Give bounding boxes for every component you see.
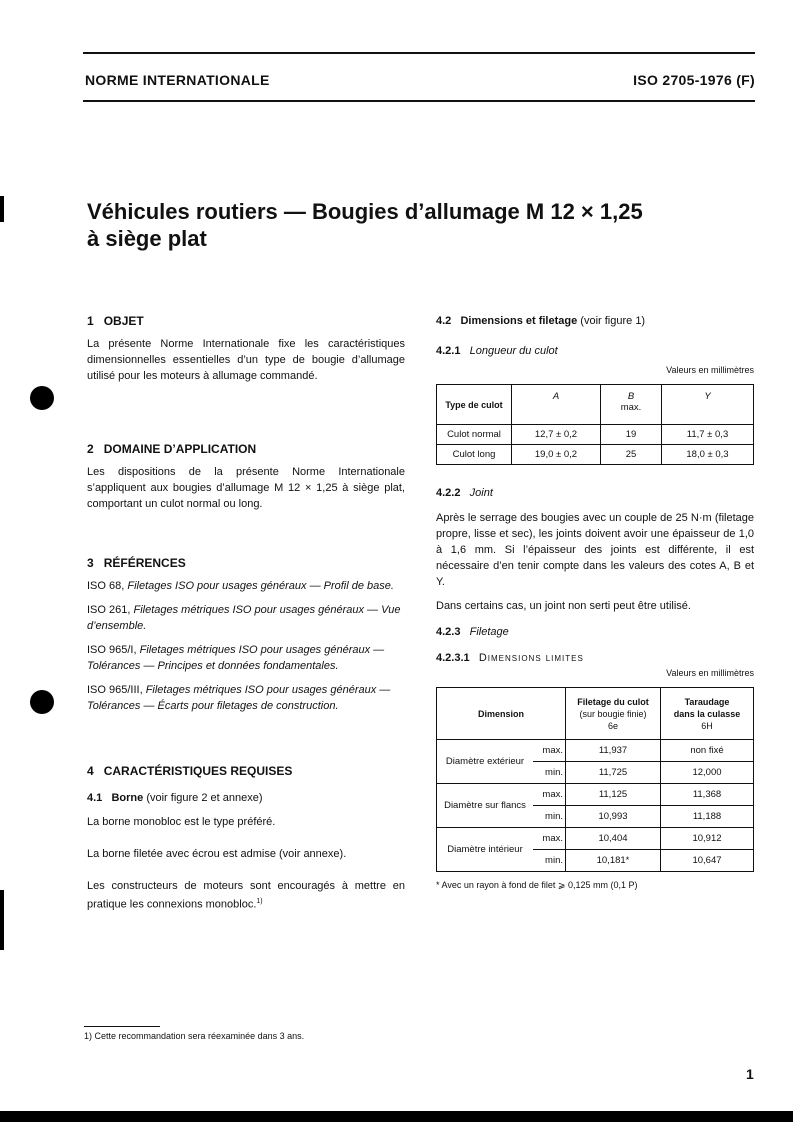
subsection-4-2-3-number: 4.2.3 <box>436 626 461 638</box>
subsection-4-2-3-title: Filetage <box>469 626 509 638</box>
cell-y: 11,7 ± 0,3 <box>662 425 754 445</box>
cell-taraudage: 10,647 <box>661 850 754 872</box>
cell-a: 19,0 ± 0,2 <box>512 445 601 465</box>
joint-paragraph-1: Après le serrage des bougies avec un couple de 25 N·m (filetage propre, lisse et sec), les joints doivent avoir une épaisseur de 1,0 à 1,6 mm. Si l’épaisseur des joints est différente, il est nécessaire d’en tenir compte dans les valeurs des cotes A, B et Y. <box>436 512 754 588</box>
reference-iso-965-1 <box>87 642 405 674</box>
cell-limit: min. <box>533 762 566 784</box>
cell-limit: max. <box>533 784 566 806</box>
cell-b: 25 <box>601 445 662 465</box>
subsection-4-2-1-heading <box>436 343 754 359</box>
th-filetage-line2: (sur bougie finie) <box>579 708 647 719</box>
cell-limit: max. <box>533 828 566 850</box>
cell-filetage: 11,725 <box>566 762 661 784</box>
cell-limit: min. <box>533 850 566 872</box>
units-label-2: Valeurs en millimètres <box>666 668 754 678</box>
punch-hole-top <box>30 386 54 410</box>
cell-taraudage: 11,188 <box>661 806 754 828</box>
scan-edge-mark-1 <box>0 196 4 222</box>
reference-iso-965-3 <box>87 682 405 714</box>
th-b <box>601 385 662 425</box>
table-row <box>437 445 754 465</box>
th-y-label: Y <box>704 391 711 402</box>
subsection-4-1-note: (voir figure 2 et annexe) <box>146 792 263 804</box>
subsection-4-2-3-heading <box>436 624 754 640</box>
cell-filetage: 10,404 <box>566 828 661 850</box>
subsection-4-2-3-1-title: Dimensions limites <box>478 652 584 664</box>
subsection-4-2-note: (voir figure 1) <box>580 315 646 327</box>
th-filetage <box>566 688 661 740</box>
cell-dimension-label: Diamètre intérieur <box>437 828 534 872</box>
reference-iso-68 <box>87 578 405 594</box>
section-1-text: La présente Norme Internationale fixe les caractéristiques dimensionnelles essentielles d’un type de bougie d’allumage utilisé pour les moteurs à allumage commandé. <box>87 338 405 382</box>
cell-filetage: 10,993 <box>566 806 661 828</box>
header-bottom-rule <box>83 100 755 102</box>
cell-taraudage: non fixé <box>661 740 754 762</box>
th-dimension: Dimension <box>437 688 566 740</box>
reference-code: ISO 965/III, <box>87 684 143 696</box>
subsection-4-2-2-number: 4.2.2 <box>436 487 461 499</box>
section-3-heading <box>87 556 405 570</box>
th-taraudage-line3: 6H <box>701 720 713 731</box>
cell-b: 19 <box>601 425 662 445</box>
section-4-heading <box>87 764 405 778</box>
section-1-title: OBJET <box>103 314 144 328</box>
section-2-title: DOMAINE D’APPLICATION <box>103 442 257 456</box>
reference-iso-261 <box>87 602 405 634</box>
section-4-number: 4 <box>87 764 94 778</box>
borne-paragraph-2: La borne filetée avec écrou est admise (voir annexe). <box>87 848 347 860</box>
table-row <box>437 828 754 850</box>
cell-dimension-label: Diamètre sur flancs <box>437 784 534 828</box>
cell-a: 12,7 ± 0,2 <box>512 425 601 445</box>
left-column <box>87 312 405 913</box>
section-4-title: CARACTÉRISTIQUES REQUISES <box>103 764 293 778</box>
section-2-number: 2 <box>87 442 94 456</box>
cell-filetage: 10,181* <box>566 850 661 872</box>
cell-y: 18,0 ± 0,3 <box>662 445 754 465</box>
reference-title: Filetages métriques ISO pour usages généraux — Tolérances — Principes et données fondamentales. <box>87 644 385 672</box>
th-taraudage-line2: dans la culasse <box>673 708 741 719</box>
borne-paragraph-3-text: Les constructeurs de moteurs sont encouragés à mettre en pratique les connexions monobloc. <box>87 880 405 911</box>
reference-code: ISO 68, <box>87 580 125 592</box>
subsection-4-2-2-title: Joint <box>469 487 493 499</box>
header-right: ISO 2705-1976 (F) <box>633 72 755 88</box>
page-number: 1 <box>746 1066 754 1082</box>
subsection-4-2-2-heading <box>436 485 754 501</box>
cell-limit: max. <box>533 740 566 762</box>
cell-filetage: 11,125 <box>566 784 661 806</box>
reference-code: ISO 965/I, <box>87 644 137 656</box>
subsection-4-1-number: 4.1 <box>87 792 103 804</box>
cell-type: Culot normal <box>437 425 512 445</box>
subsection-4-2-3-1-heading <box>436 650 754 666</box>
thread-limits-table <box>436 687 754 872</box>
table-row <box>437 784 754 806</box>
title-line-2: à siège plat <box>87 226 207 251</box>
subsection-4-2-heading <box>436 313 754 329</box>
culot-length-table <box>436 384 754 465</box>
borne-paragraph-3 <box>87 878 405 913</box>
subsection-4-1-title: Borne <box>111 792 144 804</box>
document-title <box>87 198 747 252</box>
reference-title: Filetages ISO pour usages généraux — Profil de base. <box>127 580 394 592</box>
section-3-number: 3 <box>87 556 94 570</box>
right-column <box>436 312 754 891</box>
th-a <box>512 385 601 425</box>
th-filetage-line3: 6e <box>607 720 618 731</box>
header-left: NORME INTERNATIONALE <box>85 72 270 88</box>
scan-edge-mark-2 <box>0 890 4 950</box>
cell-taraudage: 12,000 <box>661 762 754 784</box>
table-row <box>437 425 754 445</box>
th-a-label: A <box>552 391 560 402</box>
th-y <box>662 385 754 425</box>
reference-title: Filetages métriques ISO pour usages généraux — Tolérances — Écarts pour filetages de construction. <box>87 684 391 712</box>
header-top-rule <box>83 52 755 54</box>
section-2-heading <box>87 442 405 456</box>
th-type-culot: Type de culot <box>437 385 512 425</box>
subsection-4-2-title: Dimensions et filetage <box>460 315 578 327</box>
section-1-heading <box>87 314 405 328</box>
footnote-ref[interactable]: 1) <box>256 898 263 905</box>
th-b-label: B <box>627 391 635 402</box>
section-1-number: 1 <box>87 314 94 328</box>
cell-filetage: 11,937 <box>566 740 661 762</box>
scan-bottom-border <box>0 1111 793 1122</box>
footnote-rule <box>84 1026 160 1027</box>
reference-code: ISO 261, <box>87 604 131 616</box>
borne-paragraph-1: La borne monobloc est le type préféré. <box>87 816 276 828</box>
cell-taraudage: 10,912 <box>661 828 754 850</box>
subsection-4-2-1-title: Longueur du culot <box>469 345 558 357</box>
th-b-sub: max. <box>620 402 642 413</box>
cell-limit: min. <box>533 806 566 828</box>
subsection-4-2-1-number: 4.2.1 <box>436 345 461 357</box>
section-2-text: Les dispositions de la présente Norme Internationale s’appliquent aux bougies d’allumage M 12 × 1,25 à siège plat, comportant un culot normal ou long. <box>87 466 405 510</box>
th-filetage-line1: Filetage du culot <box>577 696 649 707</box>
cell-type: Culot long <box>437 445 512 465</box>
reference-title: Filetages métriques ISO pour usages généraux — Vue d’ensemble. <box>87 604 401 632</box>
th-taraudage-line1: Taraudage <box>684 696 730 707</box>
table-footnote: * Avec un rayon à fond de filet ⩾ 0,125 mm (0,1 P) <box>436 880 638 890</box>
page-footnote: 1) Cette recommandation sera réexaminée dans 3 ans. <box>84 1031 305 1041</box>
cell-dimension-label: Diamètre extérieur <box>437 740 534 784</box>
title-line-1: Véhicules routiers — Bougies d’allumage M 12 × 1,25 <box>87 199 643 224</box>
section-3-title: RÉFÉRENCES <box>103 556 186 570</box>
punch-hole-bottom <box>30 690 54 714</box>
subsection-4-2-3-1-number: 4.2.3.1 <box>436 652 470 664</box>
joint-paragraph-2: Dans certains cas, un joint non serti peut être utilisé. <box>436 600 691 612</box>
units-label-1: Valeurs en millimètres <box>666 365 754 375</box>
cell-taraudage: 11,368 <box>661 784 754 806</box>
subsection-4-2-number: 4.2 <box>436 315 452 327</box>
table-row <box>437 740 754 762</box>
th-taraudage <box>661 688 754 740</box>
subsection-4-1-heading <box>87 790 405 806</box>
